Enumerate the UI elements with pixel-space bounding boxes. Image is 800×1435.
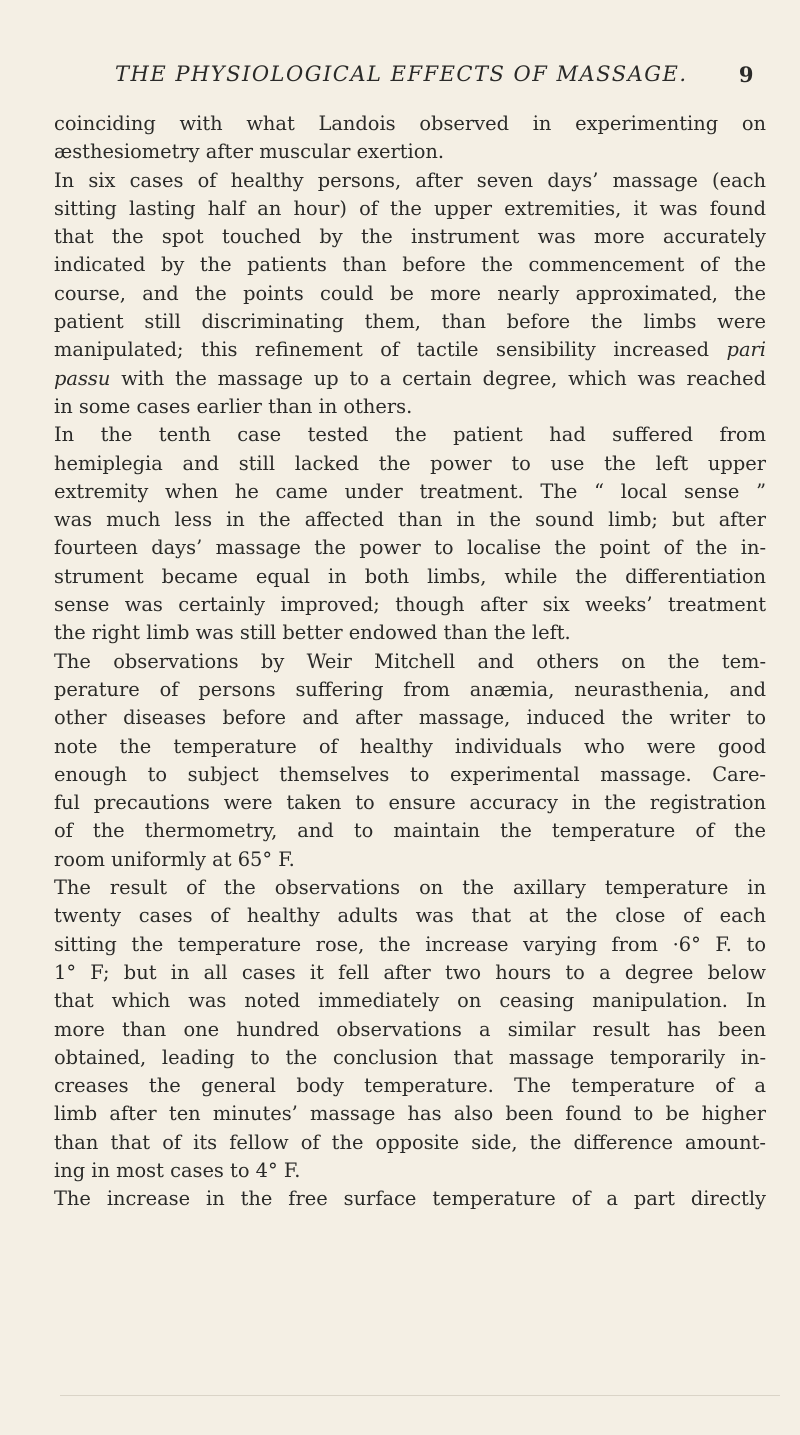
- text-line: in some cases earlier than in others.: [54, 394, 413, 418]
- text-line: sitting lasting half an hour) of the upper extremities, it was found: [54, 196, 766, 220]
- text-line: fourteen days’ massage the power to localise the point of the in-: [54, 536, 766, 560]
- text-line: The increase in the free surface temperature of a part directly: [54, 1187, 766, 1211]
- text-line: creases the general body temperature. The temperature of a: [54, 1074, 766, 1098]
- text-line: strument became equal in both limbs, while the differentiation: [54, 564, 766, 588]
- text-line: room uniformly at 65° F.: [54, 847, 295, 871]
- text-line: that the spot touched by the instrument was more accurately: [54, 225, 766, 249]
- page-edge-shadow: [60, 1395, 780, 1396]
- text-line: The result of the observations on the axillary temperature in: [54, 876, 766, 900]
- text-line: more than one hundred observations a similar result has been: [54, 1017, 766, 1041]
- running-head: [115, 62, 755, 92]
- text-line: perature of persons suffering from anæmia, neurasthenia, and: [54, 677, 766, 701]
- text-line: was much less in the affected than in the sound limb; but after: [54, 508, 766, 532]
- text-line: In six cases of healthy persons, after seven days’ massage (each: [54, 168, 766, 192]
- page-number: 9: [738, 62, 755, 87]
- text-line: 1° F; but in all cases it fell after two hours to a degree below: [54, 960, 766, 984]
- text-line: coinciding with what Landois observed in experimenting on: [54, 112, 766, 135]
- text-line: the right limb was still better endowed than the left.: [54, 621, 571, 645]
- text-line: ful precautions were taken to ensure accuracy in the registration: [54, 791, 766, 815]
- text-line: enough to subject themselves to experimental massage. Care-: [54, 762, 766, 786]
- text-line: note the temperature of healthy individuals who were good: [54, 734, 766, 758]
- text-line: that which was noted immediately on ceasing manipulation. In: [54, 989, 766, 1013]
- text-line: sitting the temperature rose, the increase varying from ·6° F. to: [54, 932, 766, 956]
- text-line: other diseases before and after massage, induced the writer to: [54, 706, 766, 730]
- text-line: indicated by the patients than before the commencement of the: [54, 253, 766, 277]
- text-line: æsthesiometry after muscular exertion.: [54, 140, 445, 164]
- text-line: course, and the points could be more nearly approximated, the: [54, 281, 766, 305]
- text-line: passu with the massage up to a certain degree, which was reached: [54, 366, 766, 390]
- text-line: obtained, leading to the conclusion that massage temporarily in-: [54, 1045, 766, 1069]
- text-line: sense was certainly improved; though after six weeks’ treatment: [54, 593, 766, 617]
- text-line: than that of its fellow of the opposite side, the difference amount-: [54, 1130, 766, 1154]
- text-line: manipulated; this refinement of tactile sensibility increased pari: [54, 338, 766, 362]
- text-line: of the thermometry, and to maintain the temperature of the: [54, 819, 766, 843]
- text-line: In the tenth case tested the patient had suffered from: [54, 423, 766, 447]
- text-line: extremity when he came under treatment. The “ local sense ”: [54, 479, 766, 503]
- text-line: twenty cases of healthy adults was that at the close of each: [54, 904, 766, 928]
- text-line: ing in most cases to 4° F.: [54, 1158, 301, 1182]
- running-head-title: THE PHYSIOLOGICAL EFFECTS OF MASSAGE.: [115, 62, 688, 86]
- text-line: patient still discriminating them, than before the limbs were: [54, 310, 766, 334]
- text-line: The observations by Weir Mitchell and others on the tem-: [54, 649, 766, 673]
- text-line: hemiplegia and still lacked the power to use the left upper: [54, 451, 766, 475]
- text-line: limb after ten minutes’ massage has also been found to be higher: [54, 1102, 766, 1126]
- body-text: [54, 110, 766, 1214]
